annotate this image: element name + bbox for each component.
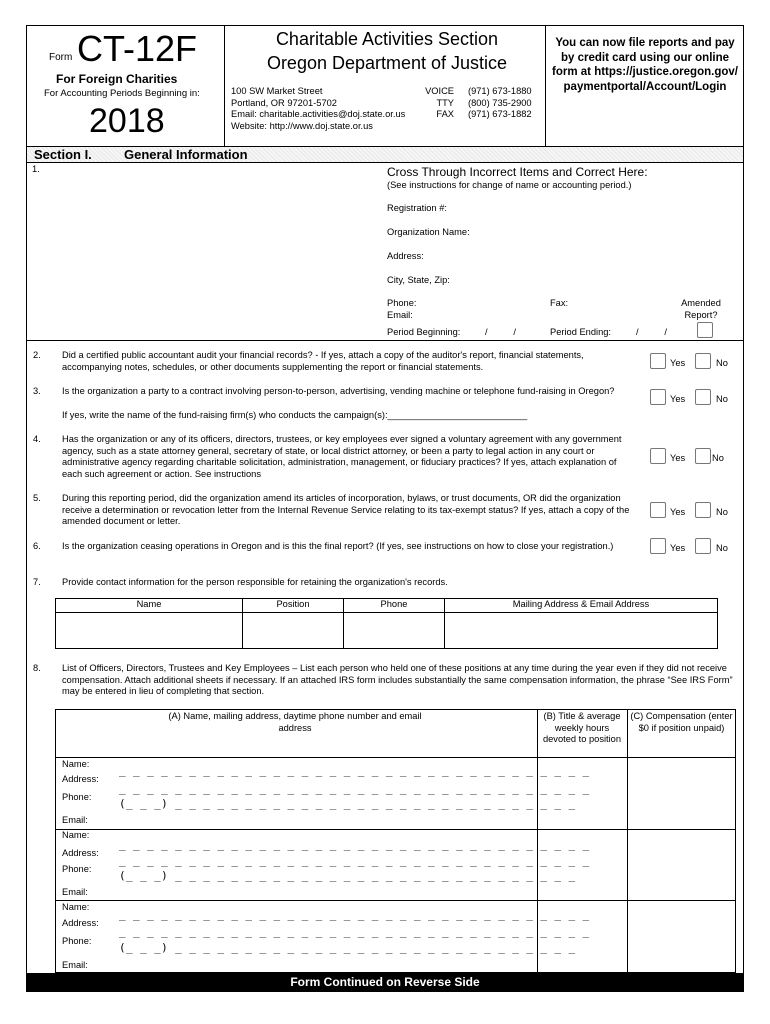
- officer-3-name-label[interactable]: Name:: [62, 902, 90, 912]
- q6-yes-checkbox[interactable]: [650, 538, 666, 554]
- section-bottom-rule: [26, 162, 744, 163]
- online-notice: You can now file reports and pay by credit card using our online form at https://justice.oregon.gov/ paymentportal/Account/Login: [552, 37, 738, 93]
- q5-number: 5.: [33, 493, 41, 503]
- footer-bar: Form Continued on Reverse Side: [26, 973, 744, 992]
- q6-text: Is the organization ceasing operations in Oregon and is this the final report? (If yes, see instructions on how to close your registration.): [62, 541, 614, 551]
- form-prefix: Form: [49, 52, 73, 63]
- q2-text: Did a certified public accountant audit your financial records? - If yes, attach a copy of the auditor's report, financial statements, accompanying notes, schedules, or other documents supplementing the report or financial statements.: [62, 350, 584, 372]
- q2-number: 2.: [33, 350, 41, 360]
- officer-1-address-label[interactable]: Address:: [62, 774, 99, 784]
- records-position-cell[interactable]: [243, 613, 344, 649]
- contact-numbers: [468, 86, 532, 121]
- q6-number: 6.: [33, 541, 41, 551]
- q7-text: Provide contact information for the person responsible for retaining the organization's records.: [62, 577, 448, 587]
- records-name-cell[interactable]: [56, 613, 243, 649]
- email-line: Email: charitable.activities@doj.state.or.us: [231, 109, 406, 119]
- tty-number: (800) 735-2900: [468, 97, 532, 108]
- q2-no-label: No: [716, 358, 728, 368]
- q6-no-label: No: [716, 543, 728, 553]
- city-label[interactable]: City, State, Zip:: [387, 275, 450, 285]
- item1-bottom-rule: [26, 340, 744, 341]
- section-label: Section I.: [34, 147, 92, 162]
- officer-3-phone-line[interactable]: (_ _ _) _ _ _ _ _ _ _ _ _ _ _ _ _ _ _ _ _ _ _ _ _ _ _ _ _ _ _ _ _: [119, 941, 576, 954]
- website-line: Website: http://www.doj.state.or.us: [231, 120, 373, 131]
- voice-number: (971) 673-1880: [468, 86, 532, 96]
- officer-2-address-label[interactable]: Address:: [62, 848, 99, 858]
- q6-yes-label: Yes: [670, 543, 686, 553]
- q2-yes-label: Yes: [670, 358, 686, 368]
- col-name: Name: [56, 599, 243, 613]
- q2-no-checkbox[interactable]: [695, 353, 711, 369]
- officer-3-address-line-2[interactable]: _ _ _ _ _ _ _ _ _ _ _ _ _ _ _ _ _ _ _ _ _ _ _ _ _ _ _ _ _ _ _ _ _ _: [119, 925, 590, 938]
- phone-label[interactable]: Phone:: [387, 298, 417, 308]
- officers-row-rule-1: [55, 829, 736, 830]
- q8-number: 8.: [33, 663, 41, 673]
- voice-label: VOICE: [425, 86, 454, 96]
- officer-2-phone-line[interactable]: (_ _ _) _ _ _ _ _ _ _ _ _ _ _ _ _ _ _ _ _ _ _ _ _ _ _ _ _ _ _ _ _: [119, 869, 576, 882]
- officer-3-address-line-1[interactable]: _ _ _ _ _ _ _ _ _ _ _ _ _ _ _ _ _ _ _ _ _ _ _ _ _ _ _ _ _ _ _ _ _ _: [119, 908, 590, 921]
- period-begin-date[interactable]: / /: [485, 327, 516, 337]
- amended-label: Amended Report?: [681, 298, 721, 320]
- col-mailing: Mailing Address & Email Address: [445, 599, 718, 613]
- address-label[interactable]: Address:: [387, 251, 424, 261]
- q2-yes-checkbox[interactable]: [650, 353, 666, 369]
- officers-header-rule: [55, 757, 736, 758]
- officer-3-email-label[interactable]: Email:: [62, 960, 88, 970]
- q3-no-label: No: [716, 394, 728, 404]
- q5-yes-checkbox[interactable]: [650, 502, 666, 518]
- period-end-date[interactable]: / /: [636, 327, 667, 337]
- officer-2-address-line-2[interactable]: _ _ _ _ _ _ _ _ _ _ _ _ _ _ _ _ _ _ _ _ _ _ _ _ _ _ _ _ _ _ _ _ _ _: [119, 854, 590, 867]
- period-end-label[interactable]: Period Ending:: [550, 327, 611, 337]
- q5-no-checkbox[interactable]: [695, 502, 711, 518]
- q3-text: Is the organization a party to a contract involving person-to-person, advertising, vending machine or telephone fund-raising in Oregon?: [62, 386, 615, 396]
- period-note: For Accounting Periods Beginning in:: [44, 88, 200, 99]
- form-year: 2018: [89, 102, 165, 140]
- officer-1-phone-line[interactable]: (_ _ _) _ _ _ _ _ _ _ _ _ _ _ _ _ _ _ _ _ _ _ _ _ _ _ _ _ _ _ _ _: [119, 797, 576, 810]
- tty-label: TTY: [436, 97, 454, 108]
- q4-number: 4.: [33, 434, 41, 444]
- form-subtitle: For Foreign Charities: [56, 72, 178, 86]
- records-contact-table: [55, 598, 718, 649]
- header-divider-left: [224, 25, 225, 147]
- q3-yes-label: Yes: [670, 394, 686, 404]
- agency-name: [232, 27, 542, 75]
- q3-number: 3.: [33, 386, 41, 396]
- col-position: Position: [243, 599, 344, 613]
- q4-yes-checkbox[interactable]: [650, 448, 666, 464]
- q4-no-label: No: [712, 453, 724, 463]
- q8-text: List of Officers, Directors, Trustees and Key Employees – List each person who held one of these positions at any time during the year even if they did not receive compensation. Attach additional sheets if necessary. If an attached IRS form includes substantially the same compensation information, the phrase “See IRS Form” may be entered in lieu of completing that section.: [62, 663, 733, 696]
- agency-line-1: Charitable Activities Section: [275, 29, 499, 49]
- contact-labels: [420, 86, 454, 121]
- org-name-label[interactable]: Organization Name:: [387, 227, 470, 237]
- address-line-1: 100 SW Market Street: [231, 86, 323, 96]
- q5-no-label: No: [716, 507, 728, 517]
- q3-followup[interactable]: If yes, write the name of the fund-raising firm(s) who conducts the campaign(s):___________________________: [62, 410, 528, 420]
- officer-1-address-line-1[interactable]: _ _ _ _ _ _ _ _ _ _ _ _ _ _ _ _ _ _ _ _ _ _ _ _ _ _ _ _ _ _ _ _ _ _: [119, 764, 590, 777]
- agency-address: [231, 86, 405, 132]
- registration-label[interactable]: Registration #:: [387, 203, 447, 213]
- q7-number: 7.: [33, 577, 41, 587]
- officer-2-address-line-1[interactable]: _ _ _ _ _ _ _ _ _ _ _ _ _ _ _ _ _ _ _ _ _ _ _ _ _ _ _ _ _ _ _ _ _ _: [119, 838, 590, 851]
- col-b-header: (B) Title & average weekly hours devoted to position: [542, 711, 622, 744]
- officer-1-phone-label[interactable]: Phone:: [62, 792, 92, 802]
- q5-text: During this reporting period, did the organization amend its articles of incorporation, bylaws, or trust documents, OR did the organization receive a determination or revocation letter from the Internal Revenue Service relating to its tax-exempt status? If yes, attach a copy of the amended document or letter.: [62, 493, 630, 526]
- officer-2-phone-label[interactable]: Phone:: [62, 864, 92, 874]
- agency-line-2: Oregon Department of Justice: [266, 53, 508, 73]
- records-phone-cell[interactable]: [344, 613, 445, 649]
- q3-no-checkbox[interactable]: [695, 389, 711, 405]
- email-label-field[interactable]: Email:: [387, 310, 413, 320]
- form-number: CT-12F: [77, 28, 198, 69]
- officer-1-email-label[interactable]: Email:: [62, 815, 88, 825]
- officers-col-divider-2: [627, 709, 628, 973]
- amended-checkbox[interactable]: [697, 322, 713, 338]
- cross-title: Cross Through Incorrect Items and Correct Here:: [387, 165, 648, 179]
- col-phone: Phone: [344, 599, 445, 613]
- officer-1-address-line-2[interactable]: _ _ _ _ _ _ _ _ _ _ _ _ _ _ _ _ _ _ _ _ _ _ _ _ _ _ _ _ _ _ _ _ _ _: [119, 782, 590, 795]
- q4-no-checkbox[interactable]: [695, 448, 711, 464]
- header-divider-right: [545, 25, 546, 147]
- q4-text: Has the organization or any of its officers, directors, trustees, or key employees ever signed a voluntary agreement with any government agency, such as a state attorney general, secretary of state, or local district attorney, or been a party to legal action in any court or administrative agency regarding charitable solicitation, administration, management, or fiduciary practices? If yes, attach explanation of each such agreement or action. See instructions: [62, 434, 622, 479]
- officer-2-email-label[interactable]: Email:: [62, 887, 88, 897]
- officer-2-name-label[interactable]: Name:: [62, 830, 90, 840]
- q5-yes-label: Yes: [670, 507, 686, 517]
- address-line-2: Portland, OR 97201-5702: [231, 97, 337, 108]
- fax-number: (971) 673-1882: [468, 109, 532, 119]
- officer-3-address-label[interactable]: Address:: [62, 918, 99, 928]
- q3-yes-checkbox[interactable]: [650, 389, 666, 405]
- officers-row-rule-2: [55, 900, 736, 901]
- item-1-number: 1.: [32, 164, 40, 174]
- officer-1-name-label[interactable]: Name:: [62, 759, 90, 769]
- q4-yes-label: Yes: [670, 453, 686, 463]
- col-a-header: (A) Name, mailing address, daytime phone number and email address: [168, 711, 422, 733]
- fax-label: FAX: [436, 109, 454, 119]
- q6-no-checkbox[interactable]: [695, 538, 711, 554]
- records-address-cell[interactable]: [445, 613, 718, 649]
- officer-3-phone-label[interactable]: Phone:: [62, 936, 92, 946]
- section-title: General Information: [124, 147, 248, 162]
- col-c-header: (C) Compensation (enter $0 if position unpaid): [630, 711, 733, 733]
- cross-note: (See instructions for change of name or accounting period.): [387, 180, 632, 190]
- fax-label-field[interactable]: Fax:: [550, 298, 569, 308]
- period-begin-label[interactable]: Period Beginning:: [387, 327, 461, 337]
